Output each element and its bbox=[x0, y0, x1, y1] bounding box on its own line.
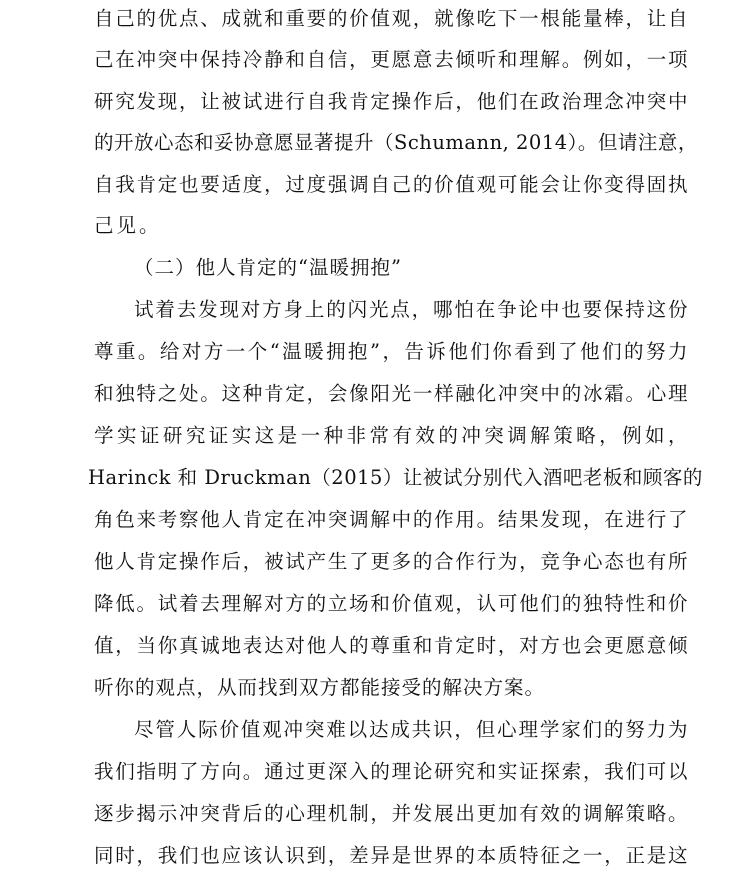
text-line: 降低。试着去理解对方的立场和价值观，认可他们的独特性和价 bbox=[94, 592, 688, 615]
section-heading: （二）他人肯定的“温暖拥抱” bbox=[134, 256, 402, 279]
text-line: 和独特之处。这种肯定，会像阳光一样融化冲突中的冰霜。心理 bbox=[94, 382, 688, 405]
text-line: 逐步揭示冲突背后的心理机制，并发展出更加有效的调解策略。 bbox=[94, 802, 688, 825]
text-line: 我们指明了方向。通过更深入的理论研究和实证探索，我们可以 bbox=[94, 760, 688, 783]
text-line: 角色来考察他人肯定在冲突调解中的作用。结果发现，在进行了 bbox=[94, 508, 688, 531]
text-line: 己见。 bbox=[94, 214, 162, 237]
text-line: 试着去发现对方身上的闪光点，哪怕在争论中也要保持这份 bbox=[134, 298, 688, 321]
text-line: 尽管人际价值观冲突难以达成共识，但心理学家们的努力为 bbox=[134, 718, 688, 741]
text-line: 学实证研究证实这是一种非常有效的冲突调解策略，例如， bbox=[94, 424, 688, 447]
text-line: 他人肯定操作后，被试产生了更多的合作行为，竞争心态也有所 bbox=[94, 550, 688, 573]
text-line: 己在冲突中保持冷静和自信，更愿意去倾听和理解。例如，一项 bbox=[94, 48, 688, 71]
text-line: 尊重。给对方一个“温暖拥抱”，告诉他们你看到了他们的努力 bbox=[94, 340, 688, 363]
text-line: 的开放心态和妥协意愿显著提升（Schumann, 2014）。但请注意， bbox=[94, 131, 698, 154]
text-line: Harinck 和 Druckman（2015）让被试分别代入酒吧老板和顾客的 bbox=[88, 466, 703, 489]
text-line: 研究发现，让被试进行自我肯定操作后，他们在政治理念冲突中 bbox=[94, 90, 688, 113]
text-line: 自己的优点、成就和重要的价值观，就像吃下一根能量棒，让自 bbox=[94, 7, 688, 30]
text-line: 同时，我们也应该认识到，差异是世界的本质特征之一，正是这 bbox=[94, 844, 688, 867]
text-line: 自我肯定也要适度，过度强调自己的价值观可能会让你变得固执 bbox=[94, 173, 688, 196]
text-line: 听你的观点，从而找到双方都能接受的解决方案。 bbox=[94, 676, 546, 699]
text-line: 值，当你真诚地表达对他人的尊重和肯定时，对方也会更愿意倾 bbox=[94, 634, 688, 657]
